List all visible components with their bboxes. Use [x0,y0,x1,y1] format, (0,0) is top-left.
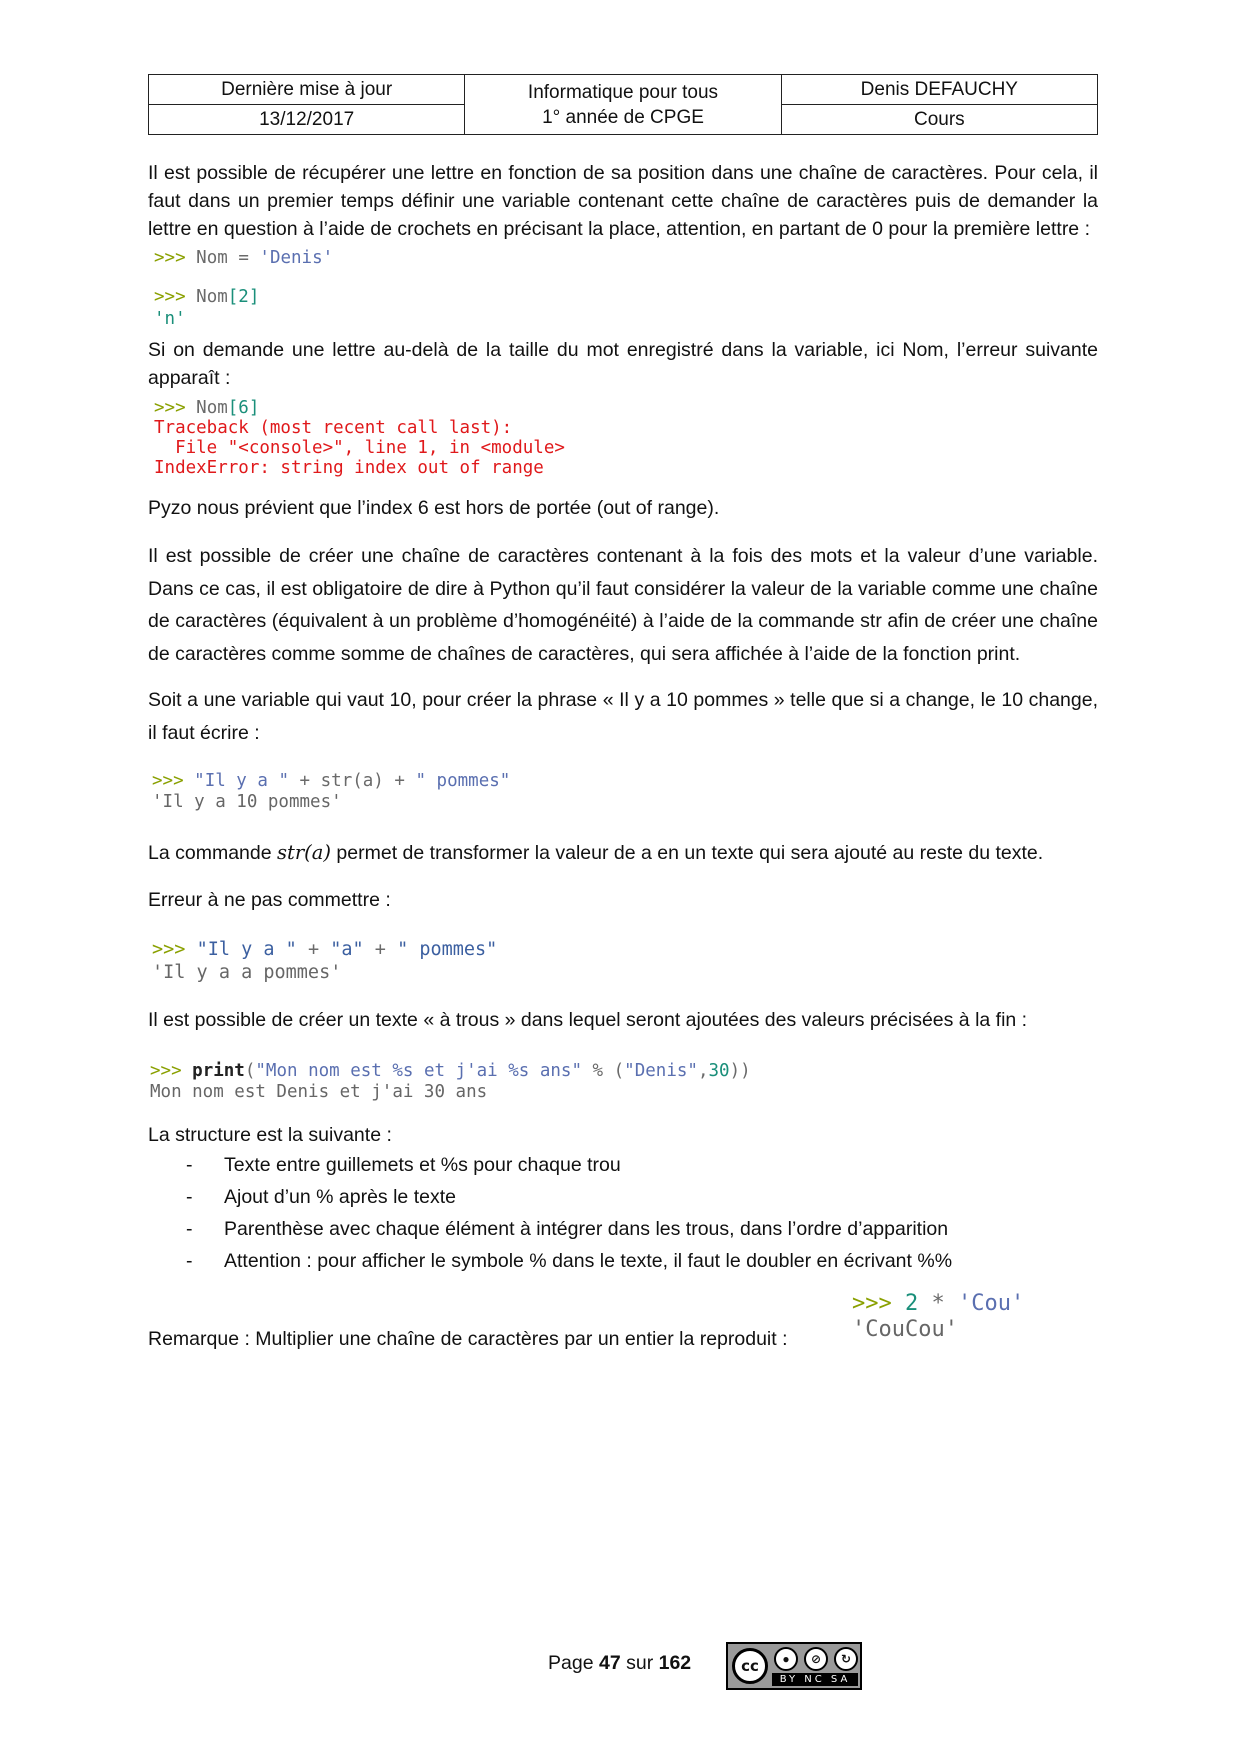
sharealike-icon: ↻ [834,1647,858,1671]
page-footer [0,1640,1240,1700]
code-output: 'Il y a a pommes' [152,962,342,983]
paragraph-remark: Remarque : Multiplier une chaîne de caractères par un entier la reproduit : [148,1327,788,1350]
cc-license-terms: BY NC SA [772,1673,858,1686]
traceback-line: IndexError: string index out of range [154,458,544,478]
code-line: >>> Nom = 'Denis' [154,248,334,268]
list-item: - Attention : pour afficher le symbole % dans le texte, il faut le doubler en écrivant %% [186,1245,1098,1277]
structure-list [148,1149,1098,1277]
code-line: >>> Nom[2] [154,287,260,307]
code-output: 'CouCou' [852,1316,958,1342]
header-author: Denis DEFAUCHY [781,75,1097,105]
code-line: >>> 2 * 'Cou' [852,1290,1025,1316]
paragraph-format-intro: Il est possible de créer un texte « à trous » dans lequel seront ajoutées des valeurs précisées à la fin : [148,1009,1028,1031]
page-number: Page 47 sur 162 [548,1652,692,1674]
code-block-index [154,247,1098,330]
code-line: >>> "Il y a " + "a" + " pommes" [152,939,498,960]
code-output: 'Il y a 10 pommes' [152,792,342,812]
paragraph-index-error: Si on demande une lettre au-delà de la taille du mot enregistré dans la variable, ici Nom, l’erreur suivante apparaît : [148,339,1098,389]
remark-row [148,1291,1098,1381]
traceback-line: Traceback (most recent call last): [154,418,513,438]
list-item: - Parenthèse avec chaque élément à intégrer dans les trous, dans l’ordre d’apparition [186,1213,1098,1245]
code-block-str-concat [152,771,1098,813]
paragraph-index-intro: Il est possible de récupérer une lettre en fonction de sa position dans une chaîne de caractères. Pour cela, il faut dans un premier temps définir une variable contenant cette chaîne de caractères puis de demander la lettre en question à l’aide de crochets en précisant la place, attention, en partant de 0 pour la première lettre : [148,162,1098,240]
page-content [148,74,1098,1381]
code-block-format [150,1061,1098,1103]
paragraph-structure-title: La structure est la suivante : [148,1123,392,1146]
header-course-cell [465,75,781,135]
code-output: Mon nom est Denis et j'ai 30 ans [150,1081,488,1102]
code-block-repeat [852,1291,1024,1343]
cc-logo-icon: cc [732,1648,768,1684]
code-block-traceback [154,398,1098,478]
paragraph-error-warning: Erreur à ne pas commettre : [148,888,391,911]
paragraph-out-of-range: Pyzo nous prévient que l’index 6 est hors de portée (out of range). [148,497,720,519]
math-str-a: str(a) [277,841,332,864]
header-doc-type: Cours [781,105,1097,135]
list-item: - Texte entre guillemets et %s pour chaque trou [186,1149,1098,1181]
header-course-title: Informatique pour tous [527,81,719,103]
code-line: >>> print("Mon nom est %s et j'ai %s ans" % ("Denis",30)) [150,1060,751,1081]
code-line: >>> Nom[6] [154,398,260,418]
header-table [148,74,1098,135]
cc-license-badge [726,1642,862,1690]
header-date: 13/12/2017 [149,105,465,135]
paragraph-example-intro: Soit a une variable qui vaut 10, pour créer la phrase « Il y a 10 pommes » telle que si a change, le 10 change, il faut écrire : [148,689,1098,744]
code-output: 'n' [154,309,186,329]
traceback-line: File "<console>", line 1, in <module> [154,438,565,458]
attribution-icon: ● [774,1647,798,1671]
code-block-wrong-concat [152,938,1098,984]
code-line: >>> "Il y a " + str(a) + " pommes" [152,771,511,791]
list-item: - Ajout d’un % après le texte [186,1181,1098,1213]
paragraph-str-concatenation: Il est possible de créer une chaîne de caractères contenant à la fois des mots et la valeur d’une variable. Dans ce cas, il est obligatoire de dire à Python qu’il faut considérer la valeur de la variable comme une chaîne de caractères (équivalent à un problème d’homogénéité) à l’aide de la commande str afin de créer une chaîne de caractères comme somme de chaînes de caractères, qui sera affichée à l’aide de la fonction print. [148,545,1098,665]
noncommercial-icon: ⊘ [804,1647,828,1671]
paragraph-str-command: La commande str(a) permet de transformer la valeur de a en un texte qui sera ajouté au reste du texte. [148,841,1044,864]
header-course-level: 1° année de CPGE [542,106,704,128]
header-last-update-label: Dernière mise à jour [149,75,465,105]
